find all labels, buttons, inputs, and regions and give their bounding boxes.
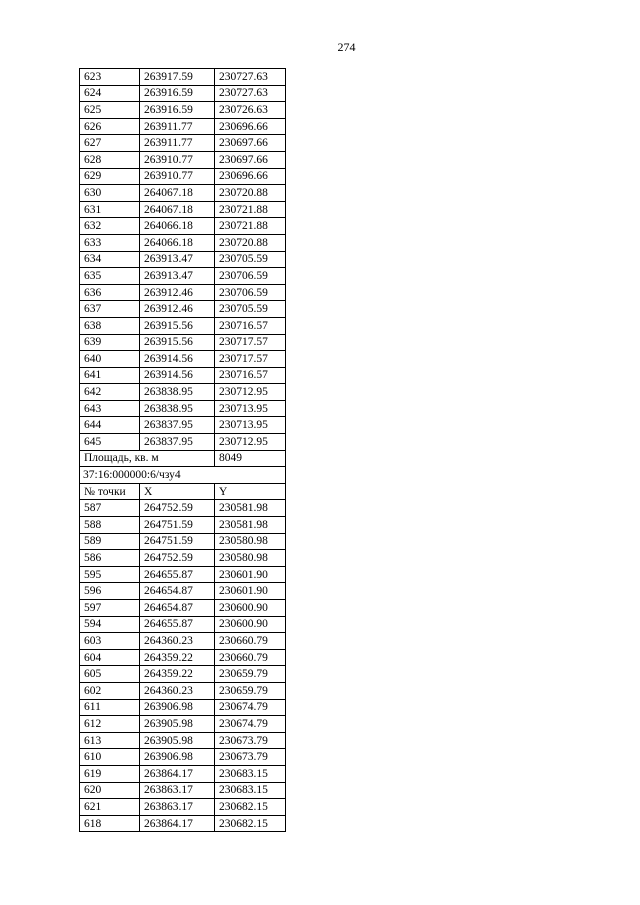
area-label: Площадь, кв. м <box>80 450 215 467</box>
y-coordinate-cell: 230683.15 <box>215 765 286 782</box>
point-number-cell: 634 <box>80 251 140 268</box>
y-coordinate-cell: 230601.90 <box>215 583 286 600</box>
point-number-cell: 596 <box>80 583 140 600</box>
y-coordinate-cell: 230659.79 <box>215 682 286 699</box>
y-coordinate-cell: 230660.79 <box>215 633 286 650</box>
y-coordinate-cell: 230581.98 <box>215 517 286 534</box>
table-row <box>80 367 286 384</box>
point-number-cell: 594 <box>80 616 140 633</box>
y-coordinate-cell: 230696.66 <box>215 118 286 135</box>
y-coordinate-cell: 230727.63 <box>215 85 286 102</box>
x-coordinate-cell: 263905.98 <box>140 732 215 749</box>
y-coordinate-cell: 230717.57 <box>215 334 286 351</box>
point-number-cell: 633 <box>80 234 140 251</box>
x-coordinate-cell: 264655.87 <box>140 616 215 633</box>
point-number-cell: 613 <box>80 732 140 749</box>
header-point: № точки <box>80 483 140 500</box>
x-coordinate-cell: 263910.77 <box>140 151 215 168</box>
x-coordinate-cell: 264752.59 <box>140 500 215 517</box>
y-coordinate-cell: 230716.57 <box>215 317 286 334</box>
y-coordinate-cell: 230712.95 <box>215 384 286 401</box>
point-number-cell: 640 <box>80 351 140 368</box>
table-row <box>80 118 286 135</box>
x-coordinate-cell: 263837.95 <box>140 434 215 451</box>
point-number-cell: 638 <box>80 317 140 334</box>
table-row <box>80 168 286 185</box>
header-x: X <box>140 483 215 500</box>
table-row <box>80 334 286 351</box>
y-coordinate-cell: 230716.57 <box>215 367 286 384</box>
table-row <box>80 716 286 733</box>
parcel-id-row <box>80 467 286 484</box>
x-coordinate-cell: 264751.59 <box>140 533 215 550</box>
x-coordinate-cell: 264359.22 <box>140 666 215 683</box>
y-coordinate-cell: 230706.59 <box>215 284 286 301</box>
y-coordinate-cell: 230713.95 <box>215 417 286 434</box>
point-number-cell: 645 <box>80 434 140 451</box>
point-number-cell: 636 <box>80 284 140 301</box>
table-row <box>80 517 286 534</box>
header-y: Y <box>215 483 286 500</box>
table-row <box>80 633 286 650</box>
y-coordinate-cell: 230705.59 <box>215 301 286 318</box>
table-row <box>80 218 286 235</box>
y-coordinate-cell: 230600.90 <box>215 616 286 633</box>
x-coordinate-cell: 263864.17 <box>140 765 215 782</box>
point-number-cell: 602 <box>80 682 140 699</box>
x-coordinate-cell: 263906.98 <box>140 699 215 716</box>
y-coordinate-cell: 230683.15 <box>215 782 286 799</box>
x-coordinate-cell: 263913.47 <box>140 268 215 285</box>
y-coordinate-cell: 230706.59 <box>215 268 286 285</box>
y-coordinate-cell: 230717.57 <box>215 351 286 368</box>
coordinates-block-2 <box>80 500 286 832</box>
y-coordinate-cell: 230713.95 <box>215 400 286 417</box>
x-coordinate-cell: 263906.98 <box>140 749 215 766</box>
point-number-cell: 595 <box>80 566 140 583</box>
x-coordinate-cell: 263864.17 <box>140 815 215 832</box>
x-coordinate-cell: 263863.17 <box>140 799 215 816</box>
area-row <box>80 450 286 467</box>
y-coordinate-cell: 230580.98 <box>215 533 286 550</box>
x-coordinate-cell: 264654.87 <box>140 583 215 600</box>
table-row <box>80 550 286 567</box>
point-number-cell: 588 <box>80 517 140 534</box>
point-number-cell: 610 <box>80 749 140 766</box>
table-row <box>80 284 286 301</box>
x-coordinate-cell: 263912.46 <box>140 301 215 318</box>
area-section <box>80 450 286 500</box>
y-coordinate-cell: 230712.95 <box>215 434 286 451</box>
x-coordinate-cell: 264360.23 <box>140 633 215 650</box>
y-coordinate-cell: 230682.15 <box>215 815 286 832</box>
point-number-cell: 605 <box>80 666 140 683</box>
table-row <box>80 682 286 699</box>
y-coordinate-cell: 230727.63 <box>215 69 286 86</box>
y-coordinate-cell: 230697.66 <box>215 135 286 152</box>
y-coordinate-cell: 230726.63 <box>215 102 286 119</box>
table-row <box>80 500 286 517</box>
x-coordinate-cell: 264067.18 <box>140 185 215 202</box>
table-row <box>80 533 286 550</box>
table-row <box>80 732 286 749</box>
point-number-cell: 629 <box>80 168 140 185</box>
table-row <box>80 765 286 782</box>
table-row <box>80 251 286 268</box>
point-number-cell: 611 <box>80 699 140 716</box>
table-row <box>80 417 286 434</box>
y-coordinate-cell: 230601.90 <box>215 566 286 583</box>
y-coordinate-cell: 230682.15 <box>215 799 286 816</box>
y-coordinate-cell: 230673.79 <box>215 749 286 766</box>
table-row <box>80 185 286 202</box>
table-row <box>80 699 286 716</box>
point-number-cell: 643 <box>80 400 140 417</box>
point-number-cell: 639 <box>80 334 140 351</box>
x-coordinate-cell: 263910.77 <box>140 168 215 185</box>
table-row <box>80 351 286 368</box>
y-coordinate-cell: 230660.79 <box>215 649 286 666</box>
table-row <box>80 135 286 152</box>
point-number-cell: 631 <box>80 201 140 218</box>
table-row <box>80 799 286 816</box>
table-row <box>80 583 286 600</box>
point-number-cell: 641 <box>80 367 140 384</box>
x-coordinate-cell: 264359.22 <box>140 649 215 666</box>
y-coordinate-cell: 230696.66 <box>215 168 286 185</box>
y-coordinate-cell: 230600.90 <box>215 600 286 617</box>
y-coordinate-cell: 230673.79 <box>215 732 286 749</box>
point-number-cell: 626 <box>80 118 140 135</box>
y-coordinate-cell: 230697.66 <box>215 151 286 168</box>
point-number-cell: 642 <box>80 384 140 401</box>
table-row <box>80 234 286 251</box>
table-row <box>80 434 286 451</box>
x-coordinate-cell: 264066.18 <box>140 234 215 251</box>
x-coordinate-cell: 263837.95 <box>140 417 215 434</box>
table-row <box>80 268 286 285</box>
x-coordinate-cell: 263911.77 <box>140 118 215 135</box>
x-coordinate-cell: 263917.59 <box>140 69 215 86</box>
y-coordinate-cell: 230720.88 <box>215 185 286 202</box>
point-number-cell: 597 <box>80 600 140 617</box>
header-row <box>80 483 286 500</box>
y-coordinate-cell: 230720.88 <box>215 234 286 251</box>
y-coordinate-cell: 230721.88 <box>215 201 286 218</box>
table-row <box>80 782 286 799</box>
table-row <box>80 616 286 633</box>
point-number-cell: 603 <box>80 633 140 650</box>
table-row <box>80 102 286 119</box>
y-coordinate-cell: 230705.59 <box>215 251 286 268</box>
x-coordinate-cell: 263916.59 <box>140 85 215 102</box>
table-row <box>80 749 286 766</box>
point-number-cell: 624 <box>80 85 140 102</box>
point-number-cell: 612 <box>80 716 140 733</box>
x-coordinate-cell: 263914.56 <box>140 367 215 384</box>
area-value: 8049 <box>215 450 286 467</box>
table-row <box>80 317 286 334</box>
table-row <box>80 566 286 583</box>
x-coordinate-cell: 264360.23 <box>140 682 215 699</box>
x-coordinate-cell: 263915.56 <box>140 317 215 334</box>
point-number-cell: 623 <box>80 69 140 86</box>
point-number-cell: 637 <box>80 301 140 318</box>
table-row <box>80 649 286 666</box>
table-row <box>80 201 286 218</box>
point-number-cell: 627 <box>80 135 140 152</box>
x-coordinate-cell: 264655.87 <box>140 566 215 583</box>
x-coordinate-cell: 264067.18 <box>140 201 215 218</box>
point-number-cell: 630 <box>80 185 140 202</box>
table-row <box>80 384 286 401</box>
table-row <box>80 815 286 832</box>
point-number-cell: 628 <box>80 151 140 168</box>
table-row <box>80 600 286 617</box>
x-coordinate-cell: 263913.47 <box>140 251 215 268</box>
point-number-cell: 632 <box>80 218 140 235</box>
table-row <box>80 151 286 168</box>
page-number: 274 <box>337 40 356 54</box>
x-coordinate-cell: 263916.59 <box>140 102 215 119</box>
coordinates-block-1 <box>80 69 286 451</box>
x-coordinate-cell: 264654.87 <box>140 600 215 617</box>
x-coordinate-cell: 264752.59 <box>140 550 215 567</box>
point-number-cell: 604 <box>80 649 140 666</box>
x-coordinate-cell: 263863.17 <box>140 782 215 799</box>
point-number-cell: 589 <box>80 533 140 550</box>
table-row <box>80 301 286 318</box>
y-coordinate-cell: 230674.79 <box>215 716 286 733</box>
table-row <box>80 69 286 86</box>
point-number-cell: 618 <box>80 815 140 832</box>
x-coordinate-cell: 264751.59 <box>140 517 215 534</box>
table-row <box>80 666 286 683</box>
table-row <box>80 85 286 102</box>
point-number-cell: 620 <box>80 782 140 799</box>
x-coordinate-cell: 263915.56 <box>140 334 215 351</box>
point-number-cell: 625 <box>80 102 140 119</box>
point-number-cell: 619 <box>80 765 140 782</box>
point-number-cell: 621 <box>80 799 140 816</box>
x-coordinate-cell: 263912.46 <box>140 284 215 301</box>
point-number-cell: 587 <box>80 500 140 517</box>
y-coordinate-cell: 230581.98 <box>215 500 286 517</box>
point-number-cell: 586 <box>80 550 140 567</box>
x-coordinate-cell: 263905.98 <box>140 716 215 733</box>
y-coordinate-cell: 230674.79 <box>215 699 286 716</box>
y-coordinate-cell: 230580.98 <box>215 550 286 567</box>
y-coordinate-cell: 230721.88 <box>215 218 286 235</box>
table-row <box>80 400 286 417</box>
x-coordinate-cell: 263911.77 <box>140 135 215 152</box>
x-coordinate-cell: 263838.95 <box>140 384 215 401</box>
x-coordinate-cell: 263914.56 <box>140 351 215 368</box>
parcel-id: 37:16:000000:6/чзу4 <box>80 467 286 484</box>
x-coordinate-cell: 264066.18 <box>140 218 215 235</box>
point-number-cell: 635 <box>80 268 140 285</box>
y-coordinate-cell: 230659.79 <box>215 666 286 683</box>
x-coordinate-cell: 263838.95 <box>140 400 215 417</box>
point-number-cell: 644 <box>80 417 140 434</box>
coordinates-table <box>79 68 286 832</box>
